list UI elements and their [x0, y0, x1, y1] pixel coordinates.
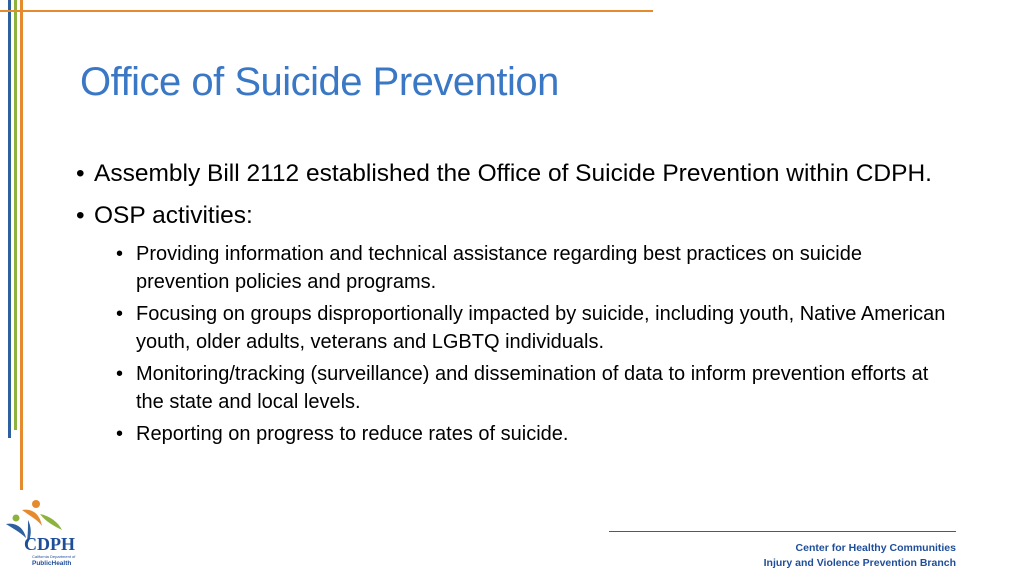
bullet-dot-icon: •	[116, 303, 124, 325]
left-accent-bar-green	[14, 0, 17, 430]
bullet-dot-icon: •	[116, 423, 124, 445]
slide-body	[76, 156, 956, 452]
logo-figure-arm-orange	[22, 510, 42, 526]
bullet-dot-icon: •	[116, 363, 124, 385]
sub-bullet-list	[116, 240, 956, 448]
bullet-dot-icon: •	[116, 243, 124, 265]
bullet-item	[76, 198, 956, 234]
bullet-dot-icon: •	[76, 160, 85, 187]
footer-text	[764, 541, 956, 570]
logo-wordmark: CDPH	[24, 534, 75, 554]
bullet-text: Assembly Bill 2112 established the Office of Suicide Prevention within CDPH.	[94, 160, 932, 187]
logo-dept-line: California Department of	[32, 554, 76, 559]
sub-bullet-text: Monitoring/tracking (surveillance) and dissemination of data to inform prevention efforts at the state and local levels.	[136, 363, 929, 413]
logo-figure-arm-blue	[6, 524, 26, 538]
slide-title: Office of Suicide Prevention	[80, 60, 559, 104]
logo-figure-head-green	[13, 515, 20, 522]
sub-bullet-text: Reporting on progress to reduce rates of suicide.	[136, 423, 569, 445]
footer-line-1: Center for Healthy Communities	[795, 542, 956, 554]
sub-bullet-text: Focusing on groups disproportionally impacted by suicide, including youth, Native American youth, older adults, veterans and LGBTQ individuals.	[136, 303, 946, 353]
sub-bullet-item	[116, 300, 956, 356]
bullet-text: OSP activities:	[94, 202, 253, 229]
logo-publichealth: PublicHealth	[32, 560, 72, 567]
footer-divider	[609, 531, 956, 532]
bullet-item	[76, 156, 956, 192]
left-accent-bar-blue	[8, 0, 11, 438]
logo-figure-arm-green	[40, 514, 62, 530]
logo-figure-head-orange	[32, 500, 40, 508]
footer-line-2: Injury and Violence Prevention Branch	[763, 556, 956, 569]
bullet-dot-icon: •	[76, 202, 85, 229]
cdph-logo	[2, 498, 88, 570]
top-accent-line	[0, 10, 653, 12]
sub-bullet-text: Providing information and technical assistance regarding best practices on suicide prevention policies and programs.	[136, 243, 862, 293]
sub-bullet-item	[116, 240, 956, 296]
sub-bullet-item	[116, 420, 956, 448]
left-accent-bar-orange	[20, 0, 23, 490]
sub-bullet-item	[116, 360, 956, 416]
